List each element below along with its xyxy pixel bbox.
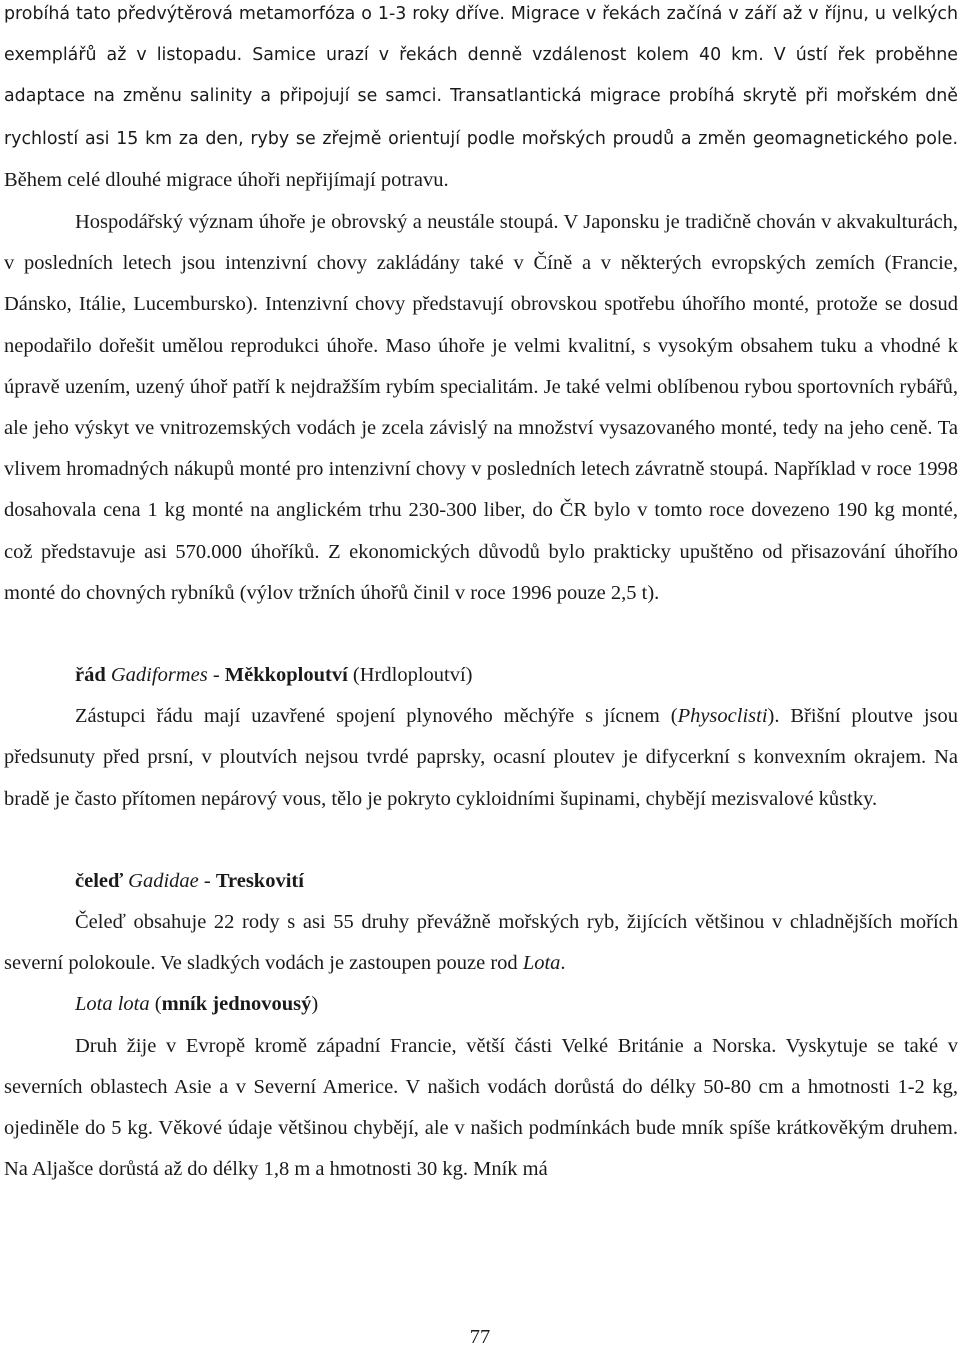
species-paragraph: Druh žije v Evropě kromě západní Francie, větší části Velké Británie a Norska. Vyskytuje se také v severních oblastech Asie a v Severní Americe. V našich vodách dorůstá do délky 50-80 cm a hmotnosti 1-2 kg, ojediněle do 5 kg. Věkové údaje většinou chybějí, ale v našich podmínkách bude mník spíše krátkověkým druhem. Na Aljašce dorůstá až do délky 1,8 m a hmotnosti 30 kg. Mník má bbox=[4, 1034, 958, 1181]
migration-text: probíhá tato předvýtěrová metamorfóza o 1-3 roky dříve. Migrace v řekách začíná v září až v říjnu, u velkých exemplářů až v listopadu. Samice urazí v řekách denně vzdálenost kolem 40 km. V ústí řek proběhne adaptace na změnu salinity a připojují se samci. Transatlantická migrace probíhá skrytě při mořském dně rychlostí asi 15 km za den, ryby se zřejmě orientují podle mořských proudů a změn geomagnetického pole. bbox=[4, 4, 958, 149]
family-rank: čeleď bbox=[75, 869, 124, 892]
order-paragraph bbox=[4, 696, 958, 820]
order-latin-term: Physoclisti bbox=[677, 705, 768, 728]
species-latin-name: Lota lota bbox=[75, 993, 150, 1016]
page-number: 77 bbox=[469, 1326, 491, 1348]
order-text-after: ). Břišní ploutve jsou předsunuty před prsní, v ploutvích nejsou tvrdé paprsky, ocasní ploutev je difycerkní s konvexním okrajem. Na bradě je často přítomen nepárový vous, tělo je pokryto cykloidními šupinami, chybějí mezisvalové kůstky. bbox=[4, 705, 959, 810]
family-text-before: Čeleď obsahuje 22 rody s asi 55 druhy převážně mořských ryb, žijících většinou v chladnějších mořích severní polokoule. Ve sladkých vodách je zastoupen pouze rod bbox=[4, 911, 958, 975]
migration-text-end: Během celé dlouhé migrace úhoři nepřijímají potravu. bbox=[4, 168, 449, 191]
document-page bbox=[4, 0, 958, 1190]
family-latin-genus: Lota bbox=[522, 952, 561, 975]
species-czech-name: mník jednovousý bbox=[161, 993, 312, 1016]
order-rank: řád bbox=[75, 664, 106, 687]
species-close-paren: ) bbox=[311, 993, 319, 1016]
species-heading bbox=[4, 984, 958, 1025]
order-alt-name: (Hrdloploutví) bbox=[347, 664, 473, 687]
order-text-before: Zástupci řádu mají uzavřené spojení plynového měchýře s jícnem ( bbox=[75, 705, 678, 728]
species-open-paren: ( bbox=[149, 993, 162, 1016]
migration-paragraph bbox=[4, 0, 958, 202]
order-separator: - bbox=[207, 664, 225, 687]
order-latin-name: Gadiformes bbox=[110, 664, 208, 687]
family-latin-name: Gadidae bbox=[128, 869, 199, 892]
order-czech-name: Měkkoploutví bbox=[224, 664, 348, 687]
family-heading bbox=[4, 861, 958, 902]
family-paragraph bbox=[4, 902, 958, 984]
order-heading bbox=[4, 655, 958, 696]
family-separator: - bbox=[198, 869, 216, 892]
section-gap bbox=[4, 614, 958, 655]
family-czech-name: Treskovití bbox=[215, 869, 304, 892]
family-text-after: . bbox=[560, 952, 566, 975]
section-gap bbox=[4, 820, 958, 861]
economy-paragraph: Hospodářský význam úhoře je obrovský a neustále stoupá. V Japonsku je tradičně chován v akvakulturách, v posledních letech jsou intenzivní chovy zakládány také v Číně a v některých evropských zemích (Francie, Dánsko, Itálie, Lucembursko). Intenzivní chovy představují obrovskou spotřebu úhořího monté, protože se dosud nepodařilo dořešit umělou reprodukci úhoře. Maso úhoře je velmi kvalitní, s vysokým obsahem tuku a vhodné k úpravě uzením, uzený úhoř patří k nejdražším rybím specialitám. Je také velmi oblíbenou rybou sportovních rybářů, ale jeho výskyt ve vnitrozemských vodách je zcela závislý na množství vysazovaného monté, tedy na jeho ceně. Ta vlivem hromadných nákupů monté pro intenzivní chovy v posledních letech závratně stoupá. Například v roce 1998 dosahovala cena 1 kg monté na anglickém trhu 230-300 liber, do ČR bylo v tomto roce dovezeno 190 kg monté, což představuje asi 570.000 úhoříků. Z ekonomických důvodů bylo prakticky upuštěno od přisazování úhořího monté do chovných rybníků (výlov tržních úhořů činil v roce 1996 pouze 2,5 t). bbox=[4, 211, 958, 604]
